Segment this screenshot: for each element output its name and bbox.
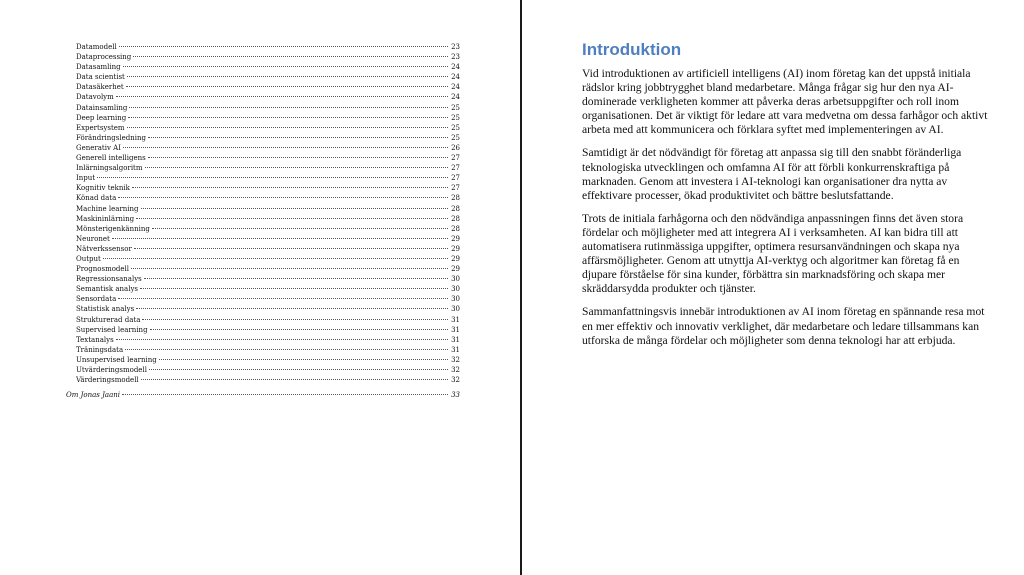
toc-entry[interactable] <box>76 335 460 345</box>
toc-entry-label: Strukturerad data <box>76 315 141 324</box>
toc-entry[interactable] <box>76 224 460 234</box>
toc-dot-leader <box>97 177 448 178</box>
toc-entry-page: 29 <box>451 244 460 253</box>
toc-entry[interactable] <box>76 82 460 92</box>
toc-entry-page: 29 <box>451 254 460 263</box>
toc-entry-label: Statistisk analys <box>76 305 135 314</box>
toc-entry[interactable] <box>76 345 460 355</box>
toc-entry-label: Supervised learning <box>76 325 148 334</box>
toc-entry-label: Kognitiv teknik <box>76 184 130 193</box>
toc-entry-page: 32 <box>451 366 460 374</box>
toc-entry-page: 24 <box>451 63 460 72</box>
toc-entry-page: 25 <box>451 123 460 132</box>
toc-entry[interactable] <box>76 52 460 62</box>
toc-dot-leader <box>126 86 448 87</box>
toc-entry[interactable] <box>76 254 460 264</box>
toc-dot-leader <box>149 369 448 370</box>
toc-entry[interactable] <box>76 143 460 153</box>
toc-entry-page: 23 <box>451 53 460 62</box>
toc-entry-page: 31 <box>451 315 460 324</box>
toc-entry[interactable] <box>76 204 460 214</box>
toc-entry-page: 28 <box>451 224 460 233</box>
toc-entry[interactable] <box>76 113 460 123</box>
toc-entry-label: Machine learning <box>76 204 139 213</box>
toc-entry-page: 33 <box>451 391 460 399</box>
toc-entry-label: Generativ AI <box>76 143 121 152</box>
toc-entry[interactable] <box>76 315 460 325</box>
toc-dot-leader <box>128 117 448 118</box>
toc-entry[interactable] <box>76 123 460 133</box>
toc-entry[interactable] <box>76 42 460 52</box>
toc-entry-page: 31 <box>451 325 460 334</box>
toc-entry[interactable] <box>76 183 460 193</box>
toc-entry-page: 27 <box>451 154 460 163</box>
toc-entry-label: Träningsdata <box>76 345 124 354</box>
toc-dot-leader <box>140 288 448 289</box>
toc-entry-page: 28 <box>451 214 460 223</box>
body-paragraph: Vid introduktionen av artificiell intelligens (AI) inom företag kan det uppstå initiala rädslor kring jobbtrygghet bland medarbetare. Många frågar sig hur den nya AI-dominerade verkligheten kommer att påverka deras arbetsuppgifter och roll inom organisationen. Det är viktigt för ledare att vara medvetna om dessa farhågor och aktivt arbeta med att kommunicera och förklara syftet med implementeringen av AI. <box>582 67 988 137</box>
toc-dot-leader <box>134 248 448 249</box>
toc-dot-leader <box>122 394 448 395</box>
toc-dot-leader <box>123 147 448 148</box>
toc-dot-leader <box>127 127 448 128</box>
toc-entry-label: Neuronet <box>76 234 110 243</box>
toc-dot-leader <box>145 167 448 168</box>
toc-dot-leader <box>148 157 448 158</box>
toc-entry-page: 30 <box>451 295 460 304</box>
toc-entry-page: 29 <box>451 234 460 243</box>
toc-dot-leader <box>127 76 448 77</box>
toc-entry-label: Deep learning <box>76 113 127 122</box>
toc-entry[interactable] <box>76 173 460 183</box>
toc-dot-leader <box>136 218 448 219</box>
toc-entry[interactable] <box>76 375 460 385</box>
body-paragraph: Trots de initiala farhågorna och den nödvändiga anpassningen finns det även stora fördelar och möjligheter med att integrera AI i verksamheten. AI kan bidra till att automatisera rutinmässiga uppgifter, optimera resursanvändningen och skapa nya affärsmöjligheter. Genom att utnyttja AI-verktyg och algoritmer kan företag få en djupare förståelse för sina kunder, förbättra sin marknadsföring och skapa mer skräddarsydda produkter och tjänster. <box>582 211 964 296</box>
toc-entry[interactable] <box>76 193 460 203</box>
toc-dot-leader <box>118 298 448 299</box>
toc-entry-label: Semantisk analys <box>76 285 139 294</box>
toc-entry[interactable] <box>76 284 460 294</box>
table-of-contents <box>76 42 460 385</box>
toc-entry[interactable] <box>76 355 460 365</box>
toc-entry-label: Input <box>76 174 96 183</box>
toc-entry-page: 27 <box>451 174 460 183</box>
toc-entry-label: Mönsterigenkänning <box>76 224 150 233</box>
toc-entry-page: 23 <box>451 43 460 51</box>
toc-entry-page: 28 <box>451 194 460 203</box>
toc-entry[interactable] <box>76 325 460 335</box>
toc-dot-leader <box>132 187 448 188</box>
toc-entry-page: 28 <box>451 204 460 213</box>
toc-entry-about-author[interactable] <box>66 390 460 400</box>
toc-dot-leader <box>112 238 448 239</box>
toc-entry-page: 32 <box>451 376 460 385</box>
toc-entry[interactable] <box>76 153 460 163</box>
toc-entry-page: 24 <box>451 83 460 92</box>
toc-entry[interactable] <box>76 304 460 314</box>
toc-entry-label: Data scientist <box>76 73 125 82</box>
toc-entry-label: Utvärderingsmodell <box>76 366 147 374</box>
toc-dot-leader <box>125 349 448 350</box>
toc-entry-page: 30 <box>451 285 460 294</box>
toc-entry-label: Regressionsanalys <box>76 275 142 284</box>
toc-entry-label: Datasamling <box>76 63 121 72</box>
toc-footer <box>66 390 460 400</box>
toc-entry-label: Värderingsmodell <box>76 376 139 385</box>
toc-entry[interactable] <box>76 163 460 173</box>
toc-entry-page: 30 <box>451 305 460 314</box>
toc-dot-leader <box>103 258 448 259</box>
toc-entry-page: 25 <box>451 113 460 122</box>
toc-entry-label: Datainsamling <box>76 103 128 112</box>
toc-entry-label: Förändringsledning <box>76 133 146 142</box>
toc-entry-label: Output <box>76 254 101 263</box>
toc-entry[interactable] <box>76 294 460 304</box>
toc-entry-label: Inlärningsalgoritm <box>76 164 143 173</box>
toc-entry[interactable] <box>76 274 460 284</box>
toc-dot-leader <box>144 278 448 279</box>
toc-dot-leader <box>119 46 448 47</box>
toc-entry-page: 31 <box>451 335 460 344</box>
toc-entry-page: 27 <box>451 164 460 173</box>
section-body <box>582 67 992 357</box>
toc-entry-label: Dataprocessing <box>76 53 132 62</box>
toc-entry-label: Prognosmodell <box>76 265 130 274</box>
toc-entry-label: Expertsystem <box>76 123 125 132</box>
toc-dot-leader <box>150 329 448 330</box>
toc-entry[interactable] <box>76 365 460 375</box>
body-paragraph: Sammanfattningsvis innebär introduktionen av AI inom företag en spännande resa mot en mer effektiv och innovativ verklighet, där medarbetare och ledare tillsammans kan utforska de många fördelar och möjligheter som denna teknologi har att erbjuda. <box>582 305 985 347</box>
toc-entry-label: Textanalys <box>76 335 114 344</box>
toc-entry-label: Nätverkssensor <box>76 244 132 253</box>
toc-dot-leader <box>148 137 448 138</box>
toc-entry-page: 31 <box>451 345 460 354</box>
toc-entry[interactable] <box>76 72 460 82</box>
toc-entry-label: Sensordata <box>76 295 117 304</box>
toc-entry-page: 32 <box>451 355 460 364</box>
toc-entry[interactable] <box>76 244 460 254</box>
section-heading: Introduktion <box>582 40 682 59</box>
toc-entry[interactable] <box>76 264 460 274</box>
toc-entry[interactable] <box>76 103 460 113</box>
toc-entry-label: Om Jonas Jaani <box>66 391 121 399</box>
body-paragraph: Samtidigt är det nödvändigt för företag att anpassa sig till den snabbt föränderliga teknologiska utvecklingen och omfamna AI för att förbli konkurrenskraftiga på marknaden. Genom att investera i AI-teknologi kan organisationer dra nytta av effektivare processer, ökad produktivitet och bättre beslutsfattande. <box>582 146 962 202</box>
toc-entry[interactable] <box>76 92 460 102</box>
toc-entry-page: 27 <box>451 184 460 193</box>
toc-entry-page: 30 <box>451 275 460 284</box>
toc-entry-label: Datasäkerhet <box>76 83 124 92</box>
toc-entry[interactable] <box>76 214 460 224</box>
toc-dot-leader <box>142 319 448 320</box>
toc-entry[interactable] <box>76 62 460 72</box>
toc-dot-leader <box>136 308 448 309</box>
toc-entry-label: Generell intelligens <box>76 154 146 163</box>
right-page <box>522 0 1024 575</box>
toc-dot-leader <box>118 197 448 198</box>
toc-dot-leader <box>141 379 448 380</box>
toc-dot-leader <box>116 96 448 97</box>
toc-entry-label: Könad data <box>76 194 117 203</box>
toc-entry-label: Unsupervised learning <box>76 355 157 364</box>
toc-entry-label: Datavolym <box>76 93 114 102</box>
toc-entry-page: 25 <box>451 133 460 142</box>
toc-dot-leader <box>131 268 448 269</box>
toc-entry-page: 29 <box>451 265 460 274</box>
toc-entry[interactable] <box>76 133 460 143</box>
toc-entry[interactable] <box>76 234 460 244</box>
toc-dot-leader <box>123 66 448 67</box>
toc-dot-leader <box>159 359 448 360</box>
toc-entry-page: 26 <box>451 143 460 152</box>
toc-entry-label: Maskininlärning <box>76 214 135 223</box>
toc-entry-label: Datamodell <box>76 43 117 51</box>
toc-dot-leader <box>133 56 448 57</box>
toc-entry-page: 24 <box>451 93 460 102</box>
toc-entry-page: 25 <box>451 103 460 112</box>
toc-dot-leader <box>129 107 448 108</box>
toc-dot-leader <box>152 228 448 229</box>
toc-dot-leader <box>141 208 448 209</box>
toc-dot-leader <box>116 339 448 340</box>
toc-entry-page: 24 <box>451 73 460 82</box>
